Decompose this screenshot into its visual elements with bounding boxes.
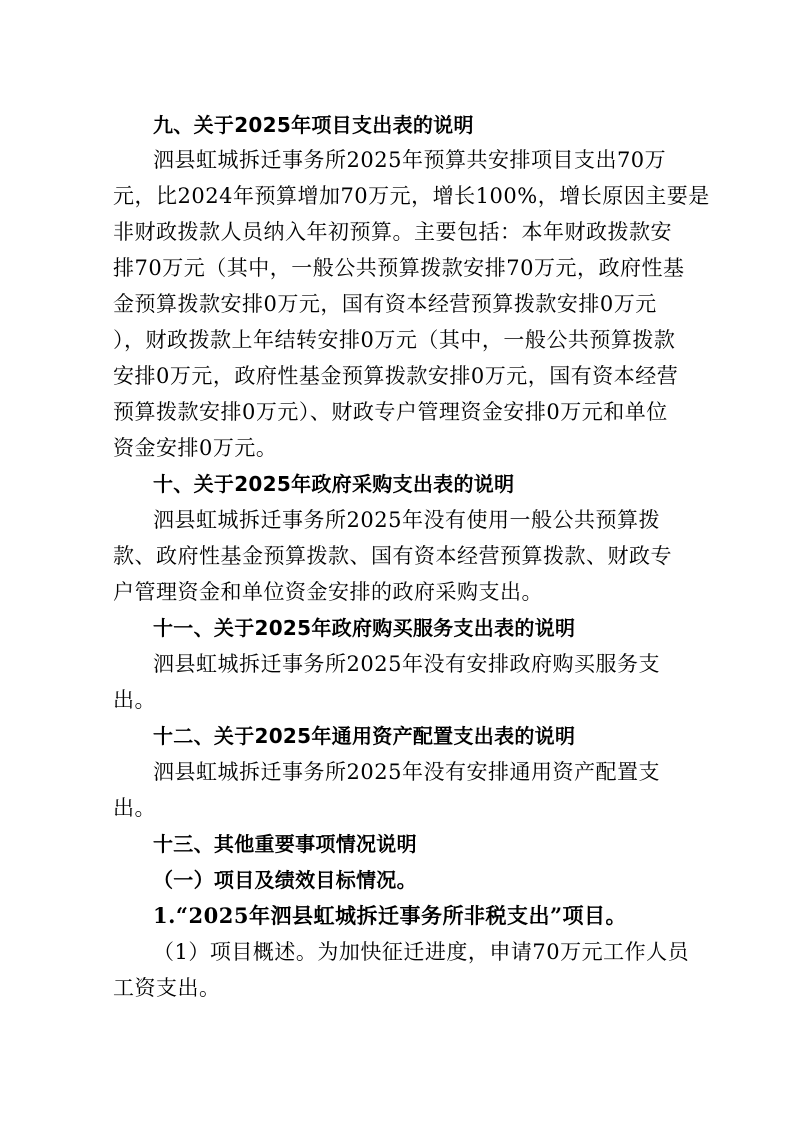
section-10-line: 户管理资金和单位资金安排的政府采购支出。 xyxy=(113,580,543,604)
section-9-line: 金预算拨款安排0万元，国有资本经营预算拨款安排0万元 xyxy=(113,292,657,316)
section-13-heading: 十三、其他重要事项情况说明 xyxy=(153,832,417,856)
section-12-line: 泗县虹城拆迁事务所2025年没有安排通用资产配置支 xyxy=(153,760,660,784)
project-overview-line: 工资支出。 xyxy=(113,976,221,1000)
section-11-line: 泗县虹城拆迁事务所2025年没有安排政府购买服务支 xyxy=(153,652,660,676)
section-12-heading: 十二、关于2025年通用资产配置支出表的说明 xyxy=(153,724,576,748)
section-10-line: 泗县虹城拆迁事务所2025年没有使用一般公共预算拨 xyxy=(153,508,660,532)
section-10-line: 款、政府性基金预算拨款、国有资本经营预算拨款、财政专 xyxy=(113,544,672,568)
section-9-line: ），财政拨款上年结转安排0万元（其中，一般公共预算拨款 xyxy=(113,328,676,352)
section-11-heading: 十一、关于2025年政府购买服务支出表的说明 xyxy=(153,616,576,640)
section-9-line: 安排0万元，政府性基金预算拨款安排0万元，国有资本经营 xyxy=(113,364,679,388)
section-9-line: 元，比2024年预算增加70万元，增长100%，增长原因主要是 xyxy=(113,184,710,208)
section-9-line: 非财政拨款人员纳入年初预算。主要包括：本年财政拨款安 xyxy=(113,220,672,244)
section-10-heading: 十、关于2025年政府采购支出表的说明 xyxy=(153,472,515,496)
project-overview-line: （1）项目概述。为加快征迁进度，申请70万元工作人员 xyxy=(153,940,690,964)
subsection-heading: （一）项目及绩效目标情况。 xyxy=(153,868,417,892)
section-9-line: 泗县虹城拆迁事务所2025年预算共安排项目支出70万 xyxy=(153,148,667,172)
project-item-heading: 1.“2025年泗县虹城拆迁事务所非税支出”项目。 xyxy=(153,903,628,928)
section-11-line: 出。 xyxy=(113,688,156,712)
section-9-line: 排70万元（其中，一般公共预算拨款安排70万元，政府性基 xyxy=(113,256,685,280)
section-9-line: 资金安排0万元。 xyxy=(113,436,278,460)
section-9-heading: 九、关于2025年项目支出表的说明 xyxy=(153,113,474,137)
section-9-line: 预算拨款安排0万元）、财政专户管理资金安排0万元和单位 xyxy=(113,400,668,424)
section-12-line: 出。 xyxy=(113,796,156,820)
